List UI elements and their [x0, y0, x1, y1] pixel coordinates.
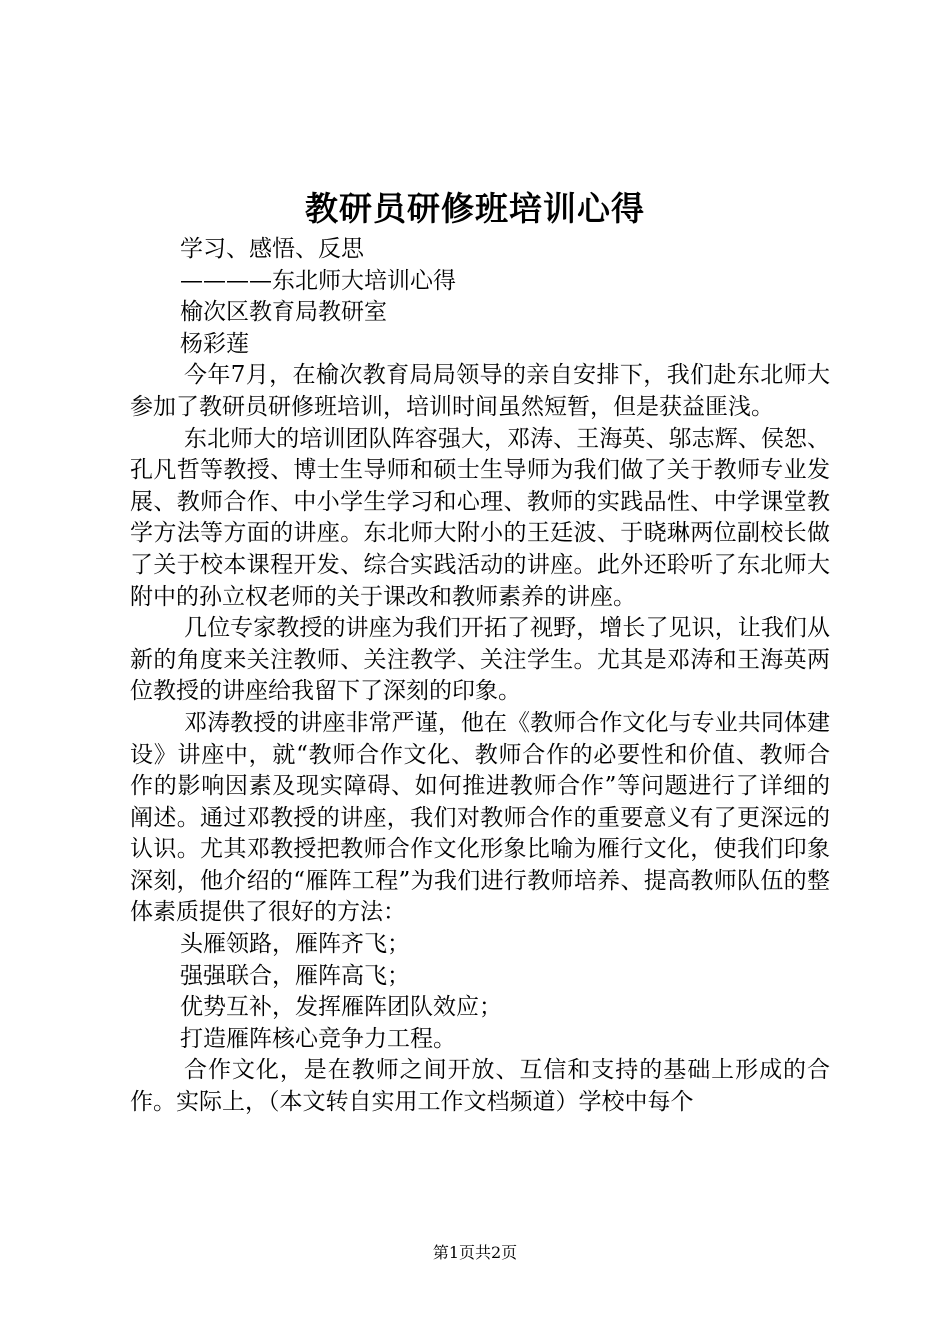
document-title: 教研员研修班培训心得: [305, 189, 645, 228]
verse-line-1: 头雁领路，雁阵齐飞；: [180, 931, 410, 958]
page-footer: [0, 1241, 950, 1265]
page-number: 第1页: [432, 1243, 475, 1262]
author-affiliation: 榆次区教育局教研室: [180, 299, 387, 326]
paragraph-2: 东北师大的培训团队阵容强大，邓涛、王海英、邬志辉、侯恕、孔凡哲等教授、博士生导师和硕士生导师为我们做了关于教师专业发展、教师合作、中小学生学习和心理、教师的实践品性、中学课堂教学方法等方面的讲座。东北师大附小的王廷波、于晓琳两位副校长做了关于校本课程开发、综合实践活动的讲座。此外还聆听了东北师大附中的孙立权老师的关于课改和教师素养的讲座。: [130, 425, 830, 610]
paragraph-5: 合作文化，是在教师之间开放、互信和支持的基础上形成的合作。实际上，（本文转自实用工作文档频道）学校中每个: [130, 1057, 830, 1116]
verse-line-4: 打造雁阵核心竞争力工程。: [180, 1025, 456, 1052]
paragraph-4: 邓涛教授的讲座非常严谨，他在《教师合作文化与专业共同体建设》讲座中，就“教师合作文化、教师合作的必要性和价值、教师合作的影响因素及现实障碍、如何推进教师合作”等问题进行了详细的阐述。通过邓教授的讲座，我们对教师合作的重要意义有了更深远的认识。尤其邓教授把教师合作文化形象比喻为雁行文化，使我们印象深刻，他介绍的“雁阵工程”为我们进行教师培养、提高教师队伍的整体素质提供了很好的方法：: [130, 709, 830, 926]
author-name: 杨彩莲: [180, 330, 249, 357]
page-total: 共2页: [475, 1243, 518, 1262]
paragraph-3: 几位专家教授的讲座为我们开拓了视野，增长了见识，让我们从新的角度来关注教师、关注教学、关注学生。尤其是邓涛和王海英两位教授的讲座给我留下了深刻的印象。: [130, 615, 830, 705]
verse-line-2: 强强联合，雁阵高飞；: [180, 962, 410, 989]
subtitle-source-line: ————东北师大培训心得: [180, 267, 456, 294]
paragraph-1: 今年7月，在榆次教育局局领导的亲自安排下，我们赴东北师大参加了教研员研修班培训，培训时间虽然短暂，但是获益匪浅。: [130, 362, 830, 420]
subtitle-line: 学习、感悟、反思: [180, 236, 364, 262]
verse-line-3: 优势互补，发挥雁阵团队效应；: [180, 994, 502, 1021]
document-body: [130, 234, 830, 1119]
